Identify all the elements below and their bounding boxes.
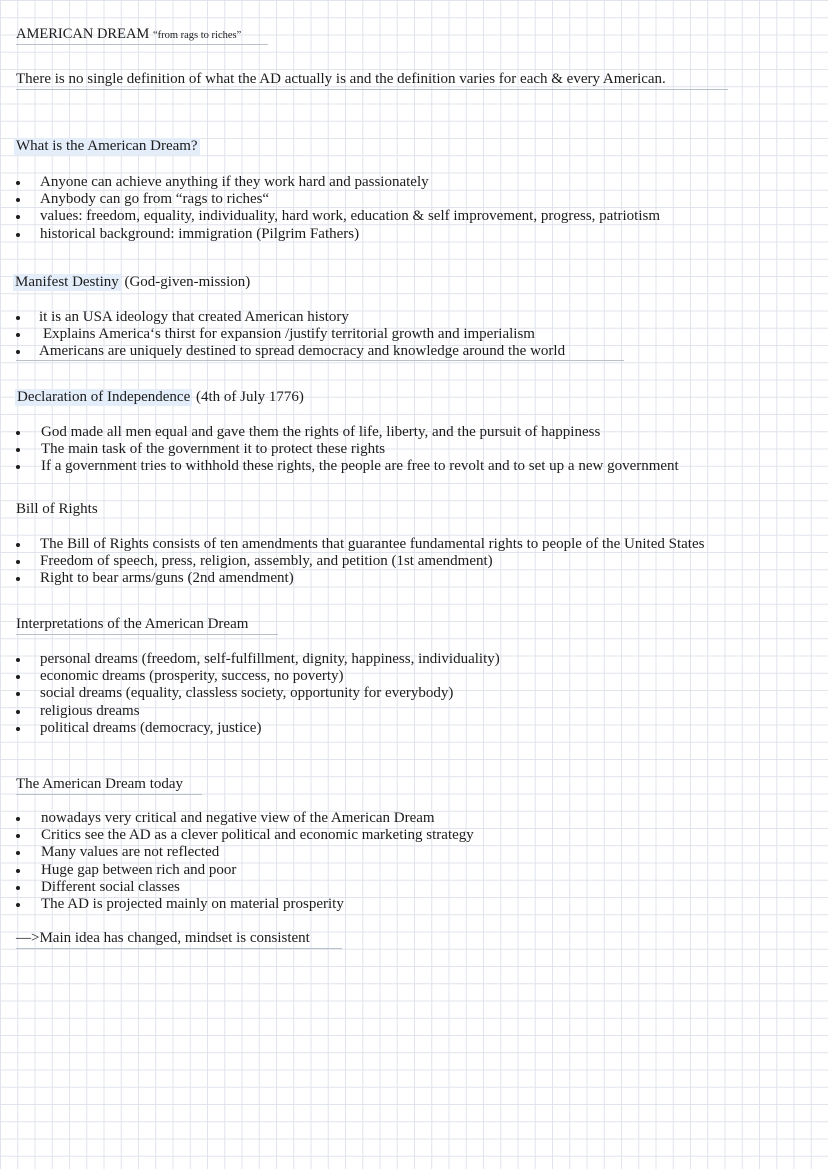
heading-note: (4th of July 1776) bbox=[196, 389, 304, 405]
conclusion-text: —>Main idea has changed, mindset is consistent bbox=[16, 930, 310, 946]
bullet-icon bbox=[16, 851, 20, 855]
bullet-icon bbox=[16, 215, 20, 219]
section-heading bbox=[16, 502, 98, 517]
bullet-icon bbox=[16, 465, 20, 469]
heading-highlight: Declaration of Independence bbox=[17, 389, 191, 405]
section-underline bbox=[16, 360, 624, 361]
bullet-icon bbox=[16, 869, 20, 873]
bullet-icon bbox=[16, 316, 20, 320]
title-main: AMERICAN DREAM bbox=[16, 26, 150, 42]
section-heading bbox=[14, 139, 200, 154]
heading-note: (God-given-mission) bbox=[124, 274, 251, 290]
title-underline bbox=[16, 44, 268, 45]
section-heading bbox=[15, 390, 304, 405]
bullet-icon bbox=[16, 333, 20, 337]
bullet-icon bbox=[16, 448, 20, 452]
document-title bbox=[16, 27, 241, 42]
bullet-icon bbox=[16, 181, 20, 185]
heading-highlight: What is the American Dream? bbox=[16, 138, 198, 154]
heading-text: The American Dream today bbox=[16, 776, 184, 792]
bullet-icon bbox=[16, 834, 20, 838]
bullet-icon bbox=[16, 350, 20, 354]
bullet-icon bbox=[16, 886, 20, 890]
bullet-icon bbox=[16, 560, 20, 564]
section-heading bbox=[13, 275, 250, 290]
notes-page: AMERICAN DREAM “from rags to riches” There is no single definition of what the AD actually is and the definition varies for each & every American. What is the American Dream? Anyone can achieve anything if they work hard and passionately Anybody can go from “rags to riches“ values: freedom, equality, individuality, hard work, education & self improvement, progress, patriotism historical background: immigration (Pilgrim Fathers) Manifest Destiny (God-given-mission) it is an USA ideology that created American history Explains America‘s thirst for expansion /justify territorial growth and imperialism Americans are uniquely destined to spread democracy and knowledge around the world Declaration of Independence (4th of July 1776) God made all men equal and gave them the rights of life, liberty, and the pursuit of happiness The main task of the government it to protect these rights If a government tries to withhold these rights, the people are free to revolt and to set up a new government Bill of Rights The Bill of Rights consists of ten amendments that guarantee fundamental rights to people of the United States Freedom of speech, press, religion, assembly, and petition (1st amendment) Right to bear arms/guns (2nd amendment) Interpretations of the American Dream personal dreams (freedom, self-fulfillment, dignity, happiness, individuality) economic dreams (prosperity, success, no poverty) social dreams (equality, classless society, opportunity for everybody) religious dreams political dreams (democracy, justice) The American Dream today nowadays very critical and negative view of the American Dream Critics see the AD as a clever political and economic marketing strategy Many values are not reflected Huge gap between rich and poor Different social classes The AD is projected mainly on material prosperity —>Main idea has changed, mindset is consistent bbox=[0, 0, 828, 1169]
bullet-icon bbox=[16, 543, 20, 547]
heading-highlight: Manifest Destiny bbox=[15, 274, 119, 290]
conclusion-underline bbox=[16, 948, 342, 949]
bullet-icon bbox=[16, 431, 20, 435]
bullet-icon bbox=[16, 675, 20, 679]
heading-text: Interpretations of the American Dream bbox=[16, 616, 249, 632]
bullet-icon bbox=[16, 727, 20, 731]
intro-underline bbox=[16, 89, 728, 90]
bullet-icon bbox=[16, 692, 20, 696]
bullet-icon bbox=[16, 710, 20, 714]
bullet-icon bbox=[16, 233, 20, 237]
heading-text: Bill of Rights bbox=[16, 501, 98, 517]
title-subtitle: “from rags to riches” bbox=[152, 30, 242, 41]
bullet-icon bbox=[16, 198, 20, 202]
section-underline bbox=[16, 634, 278, 635]
bullet-icon bbox=[16, 658, 20, 662]
intro-text: There is no single definition of what the AD actually is and the definition varies for each & every American. bbox=[16, 71, 666, 87]
section-underline bbox=[16, 794, 202, 795]
bullet-icon bbox=[16, 903, 20, 907]
section-heading bbox=[16, 617, 248, 632]
bullet-icon bbox=[16, 817, 20, 821]
bullet-icon bbox=[16, 577, 20, 581]
section-heading bbox=[16, 777, 183, 792]
